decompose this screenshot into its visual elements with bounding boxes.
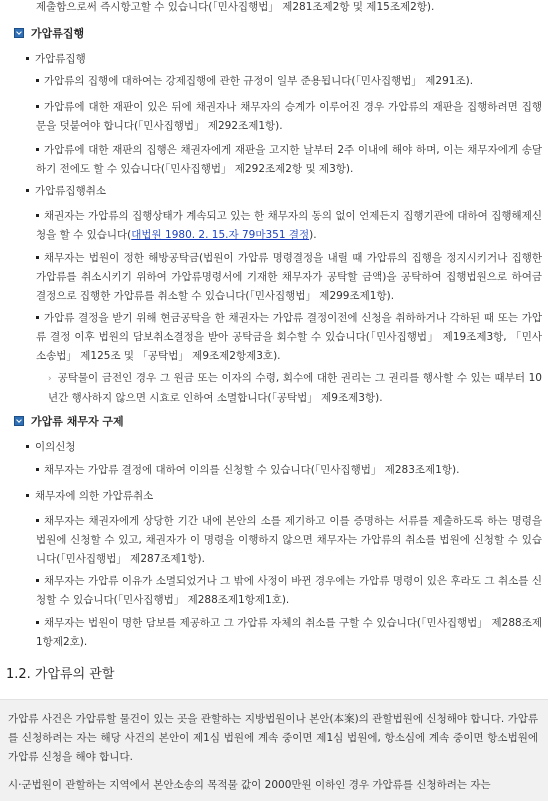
bullet-icon	[36, 621, 39, 624]
subsection-title: 채무자에 의한 가압류취소	[35, 490, 154, 502]
section-header-debtor-relief	[14, 413, 124, 429]
list-item: 채권자는 가압류의 집행상태가 계속되고 있는 한 채무자의 동의 없이 언제든지 집행기관에 대하여 집행해제신청을 할 수 있습니다(대법원 1980. 2. 15.자 79마351 결정).	[36, 210, 542, 241]
bullet-icon	[26, 494, 29, 497]
subsection-header	[26, 439, 76, 454]
list-item: 가압류 결정을 받기 위해 현금공탁을 한 채권자는 가압류 결정이전에 신청을 취하하거나 각하된 때 또는 가압류 결정 이후 법원의 담보취소결정을 받아 공탁금을 회수할 수 있습니다(「민사집행법」 제19조제3항, 「민사소송법」 제125조 및 「공탁법」 제9조제2항제3호).	[36, 312, 542, 362]
top-line-text: 제출함으로써 즉시항고할 수 있습니다(「민사집행법」 제281조제2항 및 제15조제2항).	[36, 1, 435, 13]
bullet-icon	[36, 316, 39, 319]
bullet-icon	[36, 579, 39, 582]
section-heading-jurisdiction: 1.2. 가압류의 관할	[6, 667, 115, 682]
section-header-seizure-execution	[14, 25, 84, 41]
bullet-icon	[26, 57, 29, 60]
list-item: 가압류의 집행에 대하여는 강제집행에 관한 규정이 일부 준용됩니다(「민사집행법」 제291조).	[36, 72, 542, 91]
info-paragraph: 시·군법원이 관할하는 지역에서 본안소송의 목적물 값이 2000만원 이하인 경우 가압류를 신청하려는 자는	[8, 779, 491, 791]
section-bullet-icon	[14, 28, 24, 38]
section-bullet-icon	[14, 416, 24, 426]
list-item: 채무자는 법원이 명한 담보를 제공하고 그 가압류 자체의 취소를 구할 수 있습니다(「민사집행법」 제288조제1항제2호).	[36, 617, 542, 648]
subsection-header	[26, 488, 153, 503]
bullet-icon	[26, 189, 29, 192]
section-title: 가압류집행	[31, 27, 85, 40]
court-decision-link[interactable]: 대법원 1980. 2. 15.자 79마351 결정	[131, 229, 310, 241]
list-item: 채무자는 가압류 결정에 대하여 이의를 신청할 수 있습니다(「민사집행법」 제283조제1항).	[36, 461, 542, 480]
subsection-title: 가압류집행	[35, 53, 86, 65]
list-item: 가압류에 대한 재판이 있은 뒤에 채권자나 채무자의 승계가 이루어진 경우 가압류의 재판을 집행하려면 집행문을 덧붙여야 합니다(「민사집행법」 제292조제1항).	[36, 101, 542, 132]
bullet-icon	[36, 79, 39, 82]
section-title: 가압류 채무자 구제	[31, 415, 124, 428]
subsection-title: 이의신청	[35, 441, 76, 453]
list-item: 채무자는 채권자에게 상당한 기간 내에 본안의 소를 제기하고 이를 증명하는 서류를 제출하도록 하는 명령을 법원에 신청할 수 있고, 채권자가 이 명령을 이행하지 않으면 채무자는 가압류의 취소를 법원에 신청할 수 있습니다(「민사집행법」 제287조제1항).	[36, 515, 542, 565]
list-item: 가압류에 대한 재판의 집행은 채권자에게 재판을 고지한 날부터 2주 이내에 해야 하며, 이는 채무자에게 송달하기 전에도 할 수 있습니다(「민사집행법」 제292조제2항 및 제3항).	[36, 144, 542, 175]
bullet-icon	[36, 256, 39, 259]
bullet-icon	[36, 468, 39, 471]
arrow-icon: ›	[48, 374, 52, 384]
info-box	[0, 699, 548, 801]
bullet-icon	[36, 214, 39, 217]
subsection-header	[26, 51, 86, 66]
note-item: › 공탁물이 금전인 경우 그 원금 또는 이자의 수령, 회수에 대한 권리는 그 권리를 행사할 수 있는 때부터 10년간 행사하지 않으면 시효로 인하여 소멸합니다(「공탁법」 제9조제3항).	[48, 372, 542, 404]
info-paragraph: 가압류 사건은 가압류할 물건이 있는 곳을 관할하는 지방법원이나 본안(本案)의 관할법원에 신청해야 합니다. 가압류를 신청하려는 자는 해당 사건의 본안이 제1심 법원에 계속 중이면 제1심 법원에, 항소심에 계속 중이면 항소법원에 가압류 신청을 해야 합니다.	[8, 713, 538, 763]
subsection-header	[26, 183, 106, 198]
bullet-icon	[36, 519, 39, 522]
bullet-icon	[26, 445, 29, 448]
subsection-title: 가압류집행취소	[35, 185, 107, 197]
bullet-icon	[36, 105, 39, 108]
bullet-icon	[36, 148, 39, 151]
list-item: 채무자는 가압류 이유가 소멸되었거나 그 밖에 사정이 바뀐 경우에는 가압류 명령이 있은 후라도 그 취소를 신청할 수 있습니다(「민사집행법」 제288조제1항제1호).	[36, 575, 542, 606]
list-item: 채무자는 법원이 정한 해방공탁금(법원이 가압류 명령결정을 내릴 때 가압류의 집행을 정지시키거나 집행한 가압류를 취소시키기 위하여 가압류명령서에 기재한 채무자가 공탁할 금액)을 공탁하여 집행법원으로 하여금 결정으로 집행한 가압류를 취소할 수 있습니다(「민사집행법」 제299조제1항).	[36, 252, 542, 302]
